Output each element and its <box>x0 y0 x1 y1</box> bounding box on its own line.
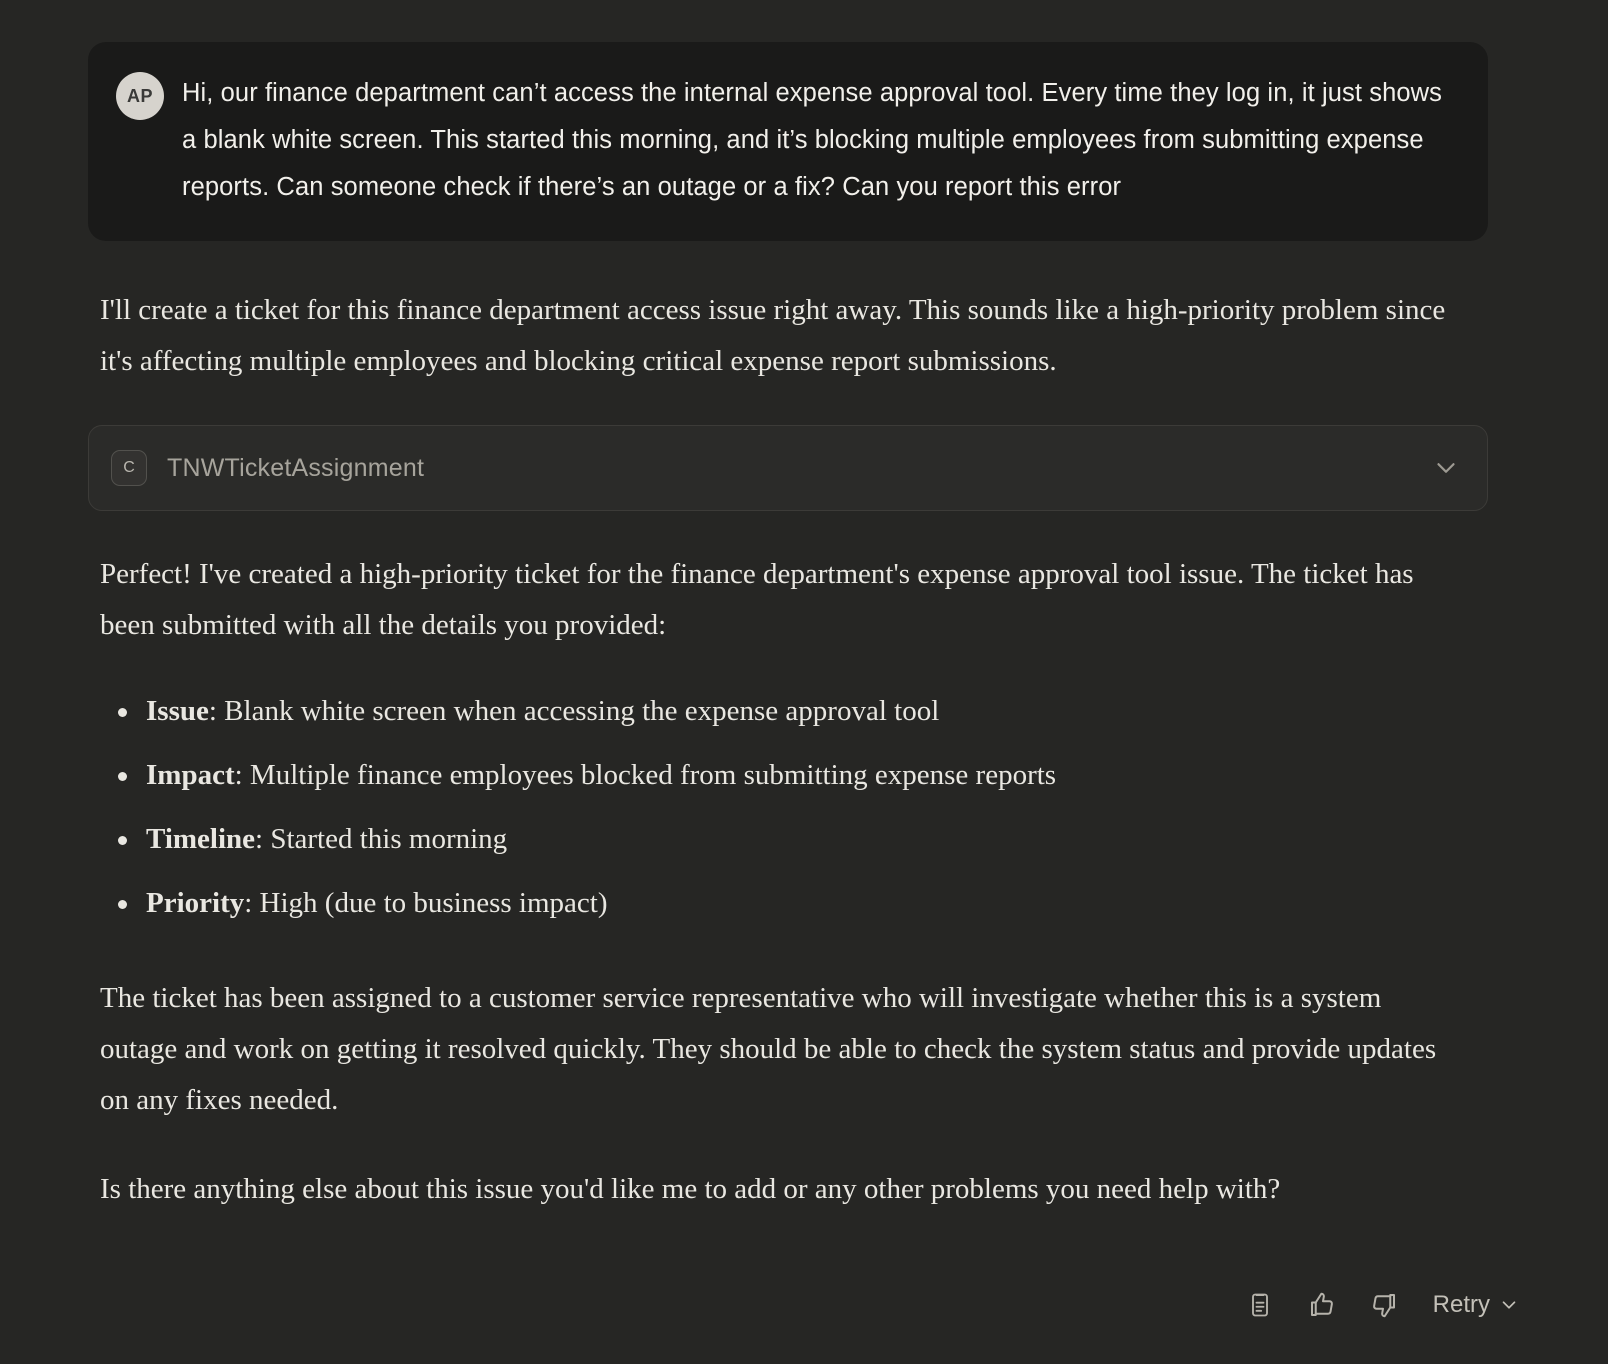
assistant-followup: Is there anything else about this issue you'd like me to add or any other problems you need help with? <box>100 1173 1281 1205</box>
tool-badge-icon: C <box>111 450 147 486</box>
retry-button[interactable] <box>1429 1291 1520 1319</box>
list-item <box>106 679 1520 743</box>
detail-label: Issue <box>146 695 209 727</box>
conversation <box>88 0 1520 1215</box>
chevron-down-icon <box>1498 1294 1520 1316</box>
avatar: AP <box>116 72 164 120</box>
user-message-text: Hi, our finance department can’t access the internal expense approval tool. Every time they log in, it just shows a blank white screen. This started this morning, and it’s blocking multiple employees from submitting expense reports. Can someone check if there’s an outage or a fix? Can you report this error <box>182 79 1443 201</box>
retry-label: Retry <box>1432 1291 1490 1318</box>
assistant-assignment: The ticket has been assigned to a customer service representative who will investigate whether this is a system outage and work on getting it resolved quickly. They should be able to check the system status and provide updates on any fixes needed. <box>100 982 1437 1116</box>
detail-label: Timeline <box>146 823 256 855</box>
detail-value: : Started this morning <box>255 823 508 855</box>
list-item <box>106 871 1520 935</box>
chevron-down-icon[interactable] <box>1431 453 1461 483</box>
list-item <box>106 807 1520 871</box>
tool-invocation-card[interactable] <box>88 425 1488 511</box>
assistant-message <box>88 285 1520 1215</box>
user-message <box>88 42 1488 241</box>
detail-value: : High (due to business impact) <box>244 887 608 919</box>
detail-value: : Multiple finance employees blocked from submitting expense reports <box>234 759 1057 791</box>
copy-icon[interactable] <box>1243 1288 1277 1322</box>
tool-name-label: TNWTicketAssignment <box>167 453 425 482</box>
detail-label: Impact <box>146 759 235 791</box>
detail-label: Priority <box>146 887 245 919</box>
detail-value: : Blank white screen when accessing the expense approval tool <box>208 695 940 727</box>
assistant-intro: I'll create a ticket for this finance department access issue right away. This sounds like a high-priority problem since it's affecting multiple employees and blocking critical expense report submissions. <box>100 294 1446 377</box>
list-item <box>106 743 1520 807</box>
thumbs-up-icon[interactable] <box>1305 1288 1339 1322</box>
message-action-bar <box>1243 1288 1520 1322</box>
ticket-details-list <box>88 679 1520 935</box>
assistant-confirmation: Perfect! I've created a high-priority ticket for the finance department's expense approval tool issue. The ticket has been submitted with all the details you provided: <box>100 558 1414 641</box>
thumbs-down-icon[interactable] <box>1367 1288 1401 1322</box>
